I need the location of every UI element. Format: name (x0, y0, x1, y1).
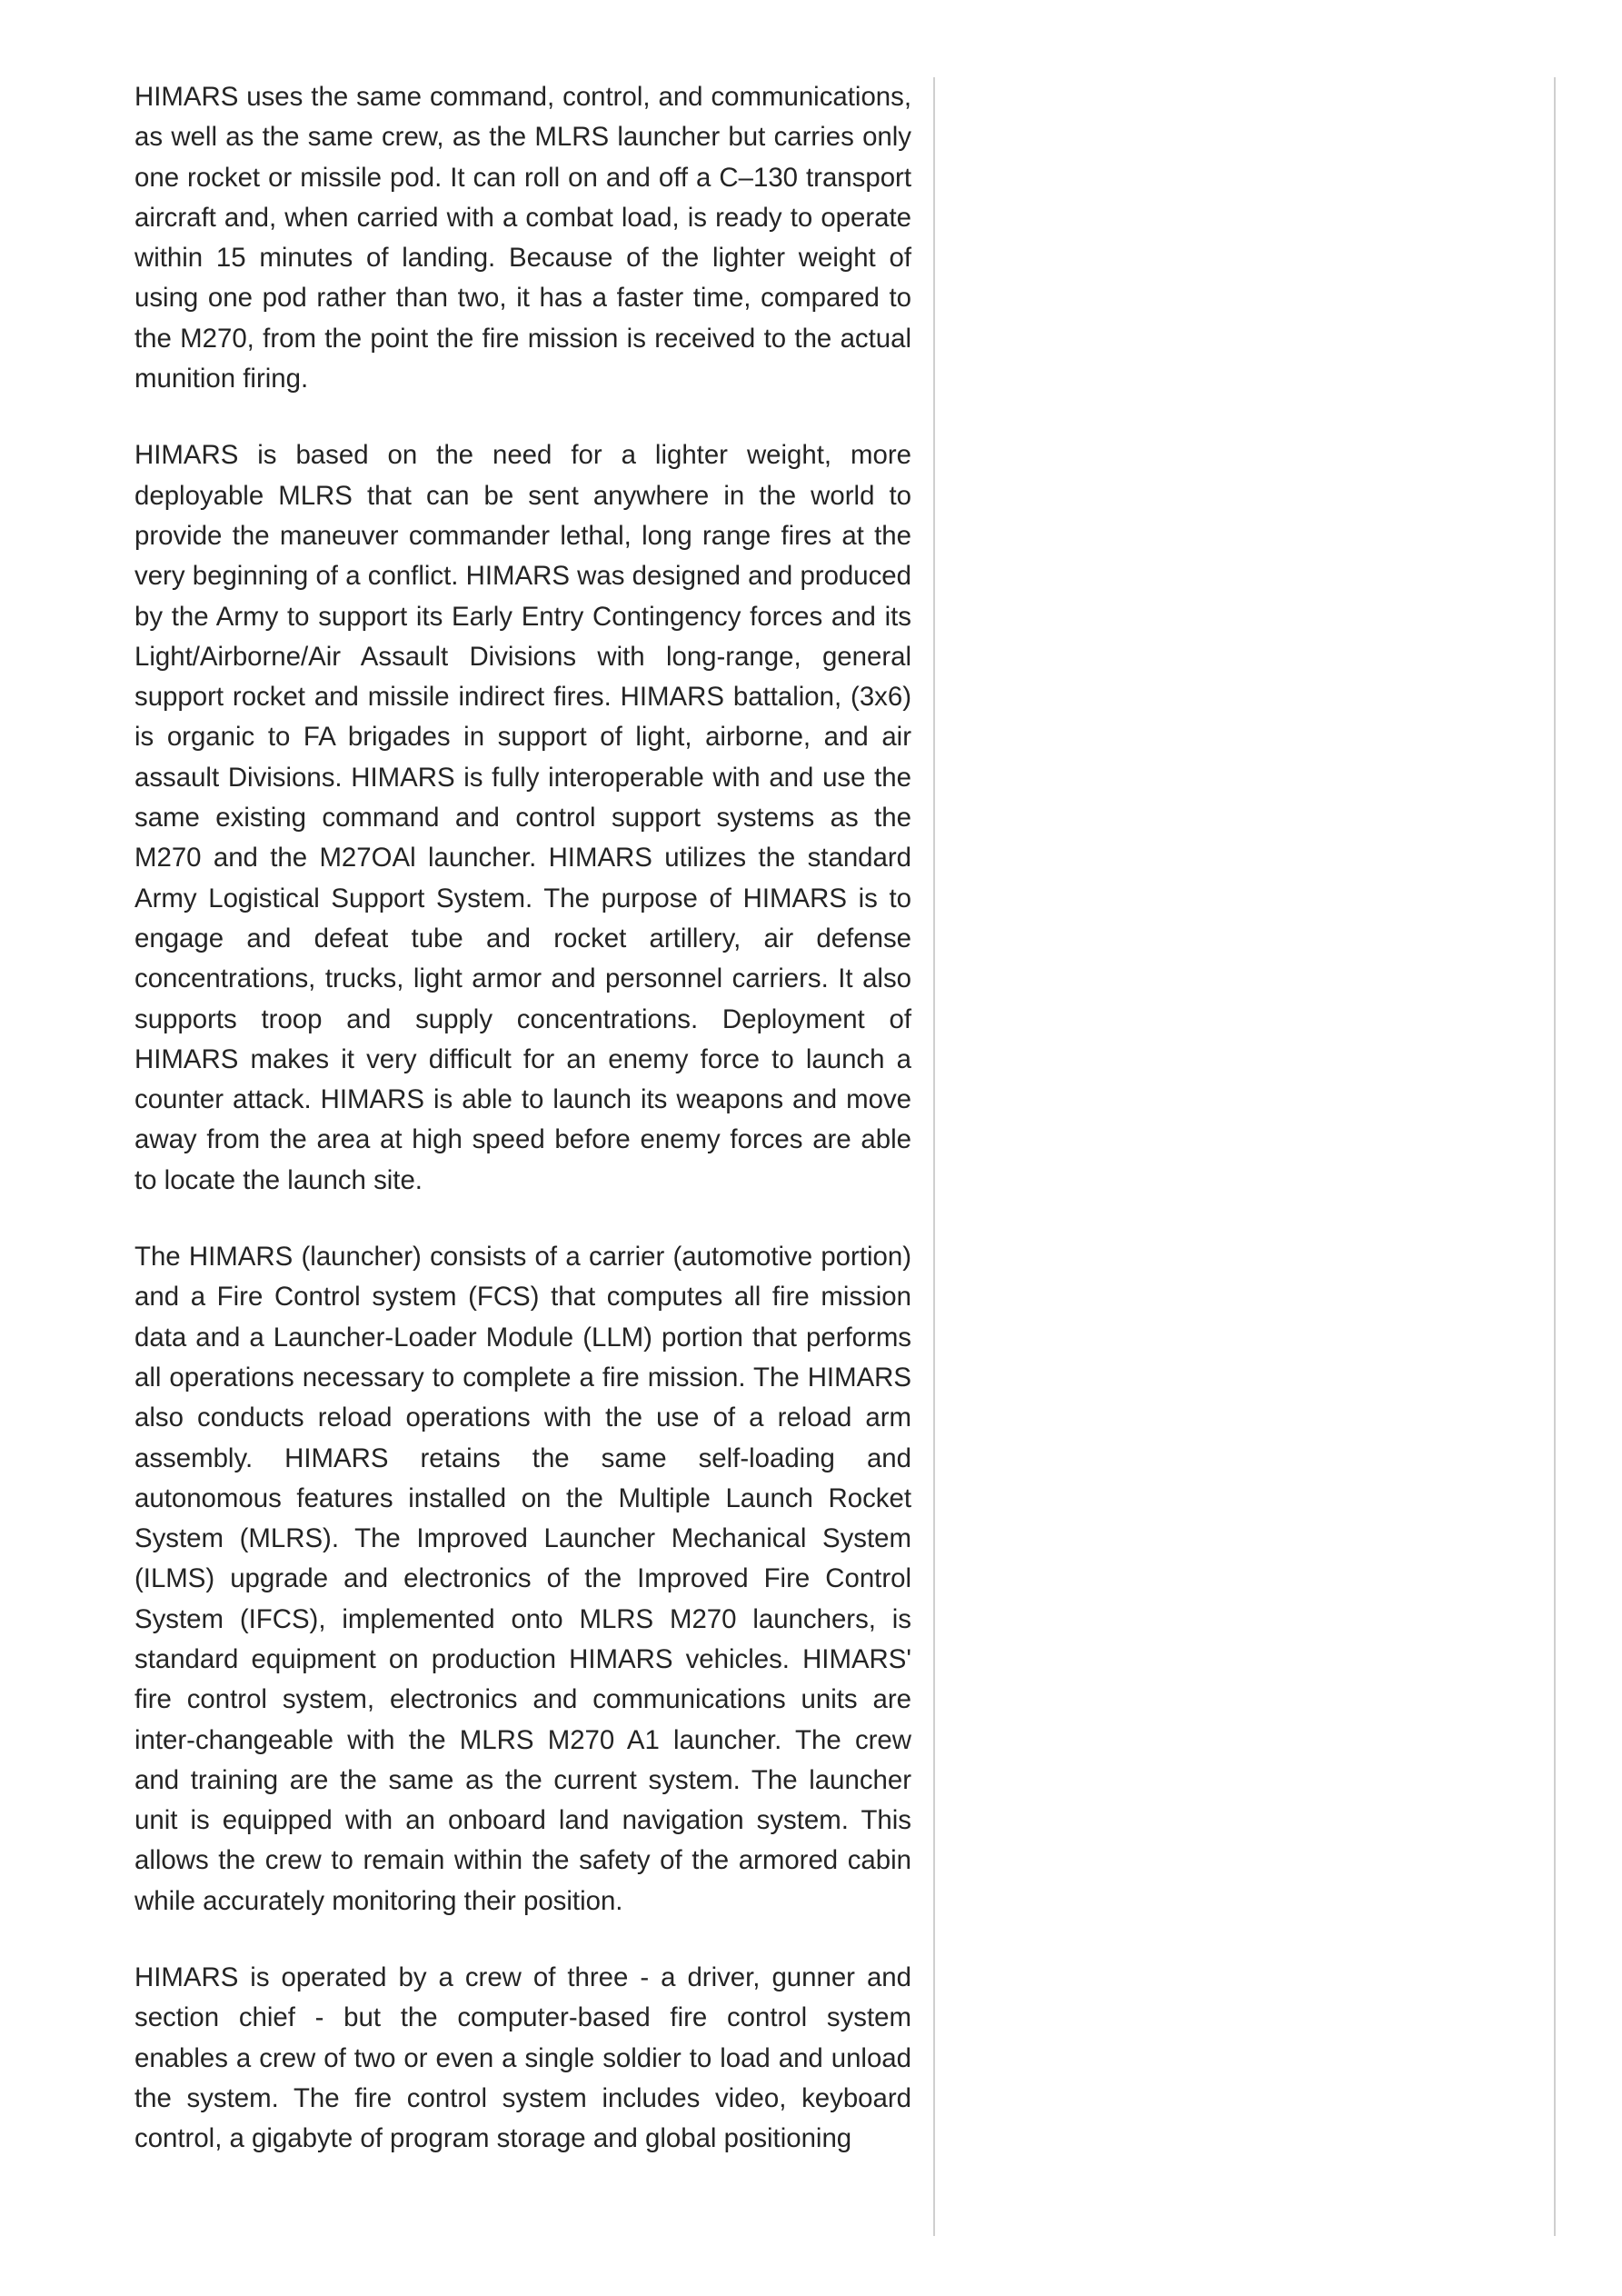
paragraph-4: HIMARS is operated by a crew of three - a driver, gunner and section chief - but the computer-based fire control system enables a crew of two or even a single soldier to load and unload the system. The fire control system includes video, keyboard control, a gigabyte of program storage and global positioning (134, 1962, 911, 2154)
paragraph-1: HIMARS uses the same command, control, and communications, as well as the same crew, as the MLRS launcher but carries only one rocket or missile pod. It can roll on and off a C–130 transport aircraft and, when carried with a combat load, is ready to operate within 15 minutes of landing. Because of the lighter weight of using one pod rather than two, it has a faster time, compared to the M270, from the point the fire mission is received to the actual munition firing. (134, 82, 911, 394)
paragraph-3: The HIMARS (launcher) consists of a carrier (automotive portion) and a Fire Control system (FCS) that computes all fire mission data and a Launcher-Loader Module (LLM) portion that performs all operations necessary to complete a fire mission. The HIMARS also conducts reload operations with the use of a reload arm assembly. HIMARS retains the same self-loading and autonomous features installed on the Multiple Launch Rocket System (MLRS). The Improved Launcher Mechanical System (ILMS) upgrade and electronics of the Improved Fire Control System (IFCS), implemented onto MLRS M270 launchers, is standard equipment on production HIMARS vehicles. HIMARS' fire control system, electronics and communications units are inter-changeable with the MLRS M270 A1 launcher. The crew and training are the same as the current system. The launcher unit is equipped with an onboard land navigation system. This allows the crew to remain within the safety of the armored cabin while accurately monitoring their position. (134, 1242, 911, 1916)
column-divider-left (933, 77, 935, 2236)
main-text-column (134, 77, 911, 2196)
column-divider-right (1554, 77, 1556, 2236)
paragraph-2: HIMARS is based on the need for a lighter weight, more deployable MLRS that can be sent anywhere in the world to provide the maneuver commander lethal, long range fires at the very beginning of a conflict. HIMARS was designed and produced by the Army to support its Early Entry Contingency forces and its Light/Airborne/Air Assault Divisions with long-range, general support rocket and missile indirect fires. HIMARS battalion, (3x6) is organic to FA brigades in support of light, airborne, and air assault Divisions. HIMARS is fully interoperable with and use the same existing command and control support systems as the M270 and the M27OAl launcher. HIMARS utilizes the standard Army Logistical Support System. The purpose of HIMARS is to engage and defeat tube and rocket artillery, air defense concentrations, trucks, light armor and personnel carriers. It also supports troop and supply concentrations. Deployment of HIMARS makes it very difficult for an enemy force to launch a counter attack. HIMARS is able to launch its weapons and move away from the area at high speed before enemy forces are able to locate the launch site. (134, 440, 911, 1195)
